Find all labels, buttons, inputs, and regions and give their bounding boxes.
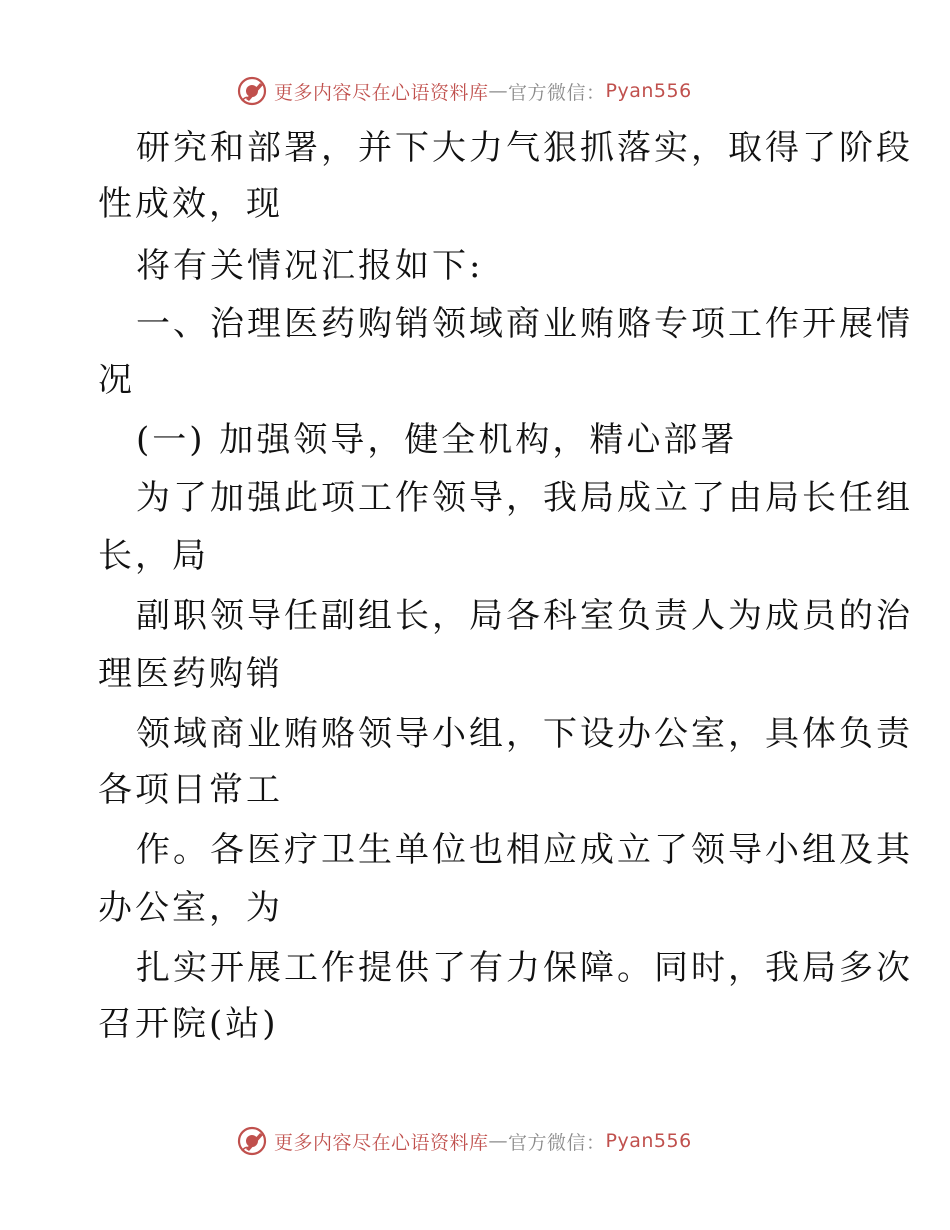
- watermark-main-text: 更多内容尽在心语资料库: [274, 1131, 489, 1154]
- pen-circle-icon: [236, 75, 268, 107]
- watermark-id: Pyan556: [605, 1130, 692, 1152]
- footer-watermark: [236, 1124, 692, 1158]
- text-line: 研究和部署，并下大力气狠抓落实，取得了阶段: [136, 128, 913, 168]
- text-line: 为了加强此项工作领导，我局成立了由局长任组: [136, 478, 913, 518]
- watermark-separator: —: [488, 80, 509, 102]
- text-line: 性成效，现: [98, 184, 283, 224]
- text-line: 扎实开展工作提供了有力保障。同时，我局多次: [136, 948, 913, 988]
- watermark-main-text: 更多内容尽在心语资料库: [274, 81, 489, 104]
- subsection-heading: (一) 加强领导，健全机构，精心部署: [136, 420, 738, 460]
- header-watermark: [236, 74, 692, 108]
- text-line: 理医药购销: [98, 654, 283, 694]
- watermark-separator: —: [488, 1130, 509, 1152]
- pen-circle-icon: [236, 1125, 268, 1157]
- text-line: 办公室，为: [98, 888, 283, 928]
- text-line: 召开院(站): [98, 1004, 279, 1044]
- watermark-label: 官方微信：: [508, 1131, 606, 1154]
- watermark-id: Pyan556: [605, 80, 692, 102]
- watermark-label: 官方微信：: [508, 81, 606, 104]
- text-line: 长，局: [98, 536, 209, 576]
- text-line: 各项日常工: [98, 770, 283, 810]
- text-line: 将有关情况汇报如下:: [136, 246, 484, 286]
- section-heading-cont: 况: [98, 360, 135, 400]
- section-heading: 一、治理医药购销领域商业贿赂专项工作开展情: [136, 304, 913, 344]
- text-line: 领域商业贿赂领导小组，下设办公室，具体负责: [136, 714, 913, 754]
- text-line: 副职领导任副组长，局各科室负责人为成员的治: [136, 596, 913, 636]
- text-line: 作。各医疗卫生单位也相应成立了领导小组及其: [136, 830, 913, 870]
